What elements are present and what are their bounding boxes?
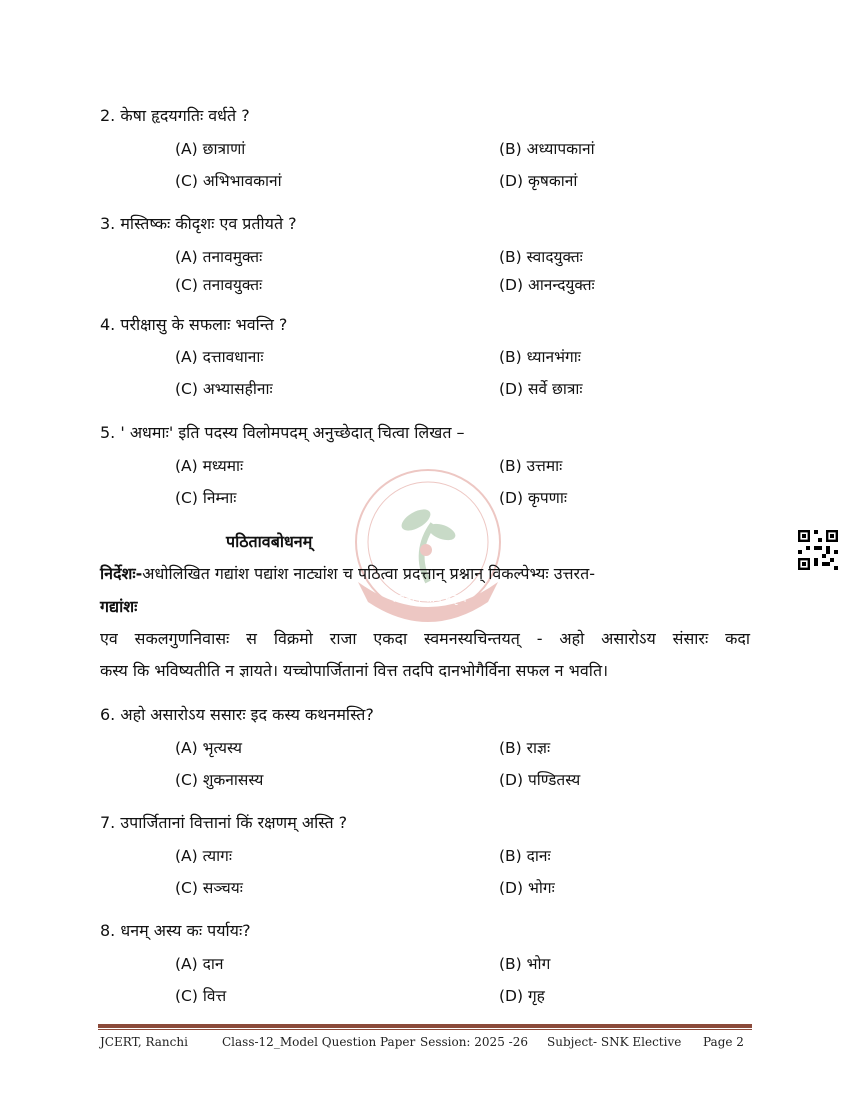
q3-option-b: (B) स्वादयुक्तः <box>499 248 583 266</box>
q8-option-c: (C) वित्त <box>175 987 227 1005</box>
footer-paper: Class-12_Model Question Paper <box>222 1035 416 1049</box>
footer-subject: Subject- SNK Elective <box>547 1035 682 1049</box>
question-7: 7. उपार्जितानां वित्तानां किं रक्षणम् अस्ति ? <box>100 813 348 832</box>
q7-option-c: (C) सञ्चयः <box>175 879 243 897</box>
question-2: 2. केषा हृदयगतिः वर्धते ? <box>100 106 250 125</box>
q5-option-b: (B) उत्तमाः <box>499 457 563 475</box>
q4-option-d: (D) सर्वे छात्राः <box>499 380 583 398</box>
q4-option-c: (C) अभ्यासहीनाः <box>175 380 273 398</box>
footer-page-number: Page 2 <box>703 1035 744 1049</box>
q8-option-d: (D) गृह <box>499 987 545 1005</box>
q3-option-a: (A) तनावमुक्तः <box>175 248 263 266</box>
q2-option-c: (C) अभिभावकानां <box>175 172 282 190</box>
question-4: 4. परीक्षासु के सफलाः भवन्ति ? <box>100 315 288 334</box>
question-5: 5. ' अधमाः' इति पदस्य विलोमपदम् अनुच्छेदात् चित्वा लिखत – <box>100 423 465 442</box>
q8-option-a: (A) दान <box>175 955 224 973</box>
q7-option-a: (A) त्यागः <box>175 847 232 865</box>
section-title: पठितावबोधनम् <box>226 532 313 551</box>
q3-option-d: (D) आनन्दयुक्तः <box>499 276 595 294</box>
q5-option-c: (C) निम्नाः <box>175 489 237 507</box>
instruction-text: अधोलिखित गद्यांश पद्यांश नाट्यांश च पठित्वा प्रदत्तान् प्रश्नान् विकल्पेभ्यः उत्तरत- <box>142 564 595 583</box>
q7-option-d: (D) भोगः <box>499 879 555 897</box>
passage-line-1: एव सकलगुणनिवासः स विक्रमो राजा एकदा स्वमनस्यचिन्तयत् - अहो असारोऽय संसारः कदा <box>100 629 750 648</box>
q7-option-b: (B) दानः <box>499 847 551 865</box>
q6-option-c: (C) शुकनासस्य <box>175 771 264 789</box>
q6-option-d: (D) पण्डितस्य <box>499 771 581 789</box>
footer-session: Session: 2025 -26 <box>420 1035 528 1049</box>
footer-org: JCERT, Ranchi <box>100 1035 188 1049</box>
instruction-label: निर्देशः- <box>100 564 143 583</box>
q4-option-b: (B) ध्यानभंगाः <box>499 348 581 366</box>
q2-option-d: (D) कृषकानां <box>499 172 578 190</box>
q3-option-c: (C) तनावयुक्तः <box>175 276 263 294</box>
qr-code-icon <box>798 530 838 570</box>
q4-option-a: (A) दत्तावधानाः <box>175 348 264 366</box>
jcert-watermark-logo <box>338 462 518 642</box>
q2-option-b: (B) अध्यापकानां <box>499 140 595 158</box>
question-3: 3. मस्तिष्कः कीदृशः एव प्रतीयते ? <box>100 214 297 233</box>
watermark-text: नवोन्मेष शोध नेतृत्व <box>389 592 467 605</box>
footer-rule-thin <box>98 1029 752 1030</box>
q6-option-a: (A) भृत्यस्य <box>175 739 243 757</box>
q2-option-a: (A) छात्राणां <box>175 140 246 158</box>
question-8: 8. धनम् अस्य कः पर्यायः? <box>100 921 251 940</box>
passage-label: गद्यांशः <box>100 597 138 616</box>
q5-option-a: (A) मध्यमाः <box>175 457 244 475</box>
instruction-line <box>100 562 595 584</box>
q6-option-b: (B) राज्ञः <box>499 739 551 757</box>
q5-option-d: (D) कृपणाः <box>499 489 568 507</box>
footer-rule-thick <box>98 1024 752 1028</box>
passage-line-2: कस्य कि भविष्यतीति न ज्ञायते। यच्चोपार्जितानां वित्त तदपि दानभोगैर्विना सफल न भवति। <box>100 661 609 680</box>
question-6: 6. अहो असारोऽय ससारः इद कस्य कथनमस्ति? <box>100 705 374 724</box>
q8-option-b: (B) भोग <box>499 955 551 973</box>
